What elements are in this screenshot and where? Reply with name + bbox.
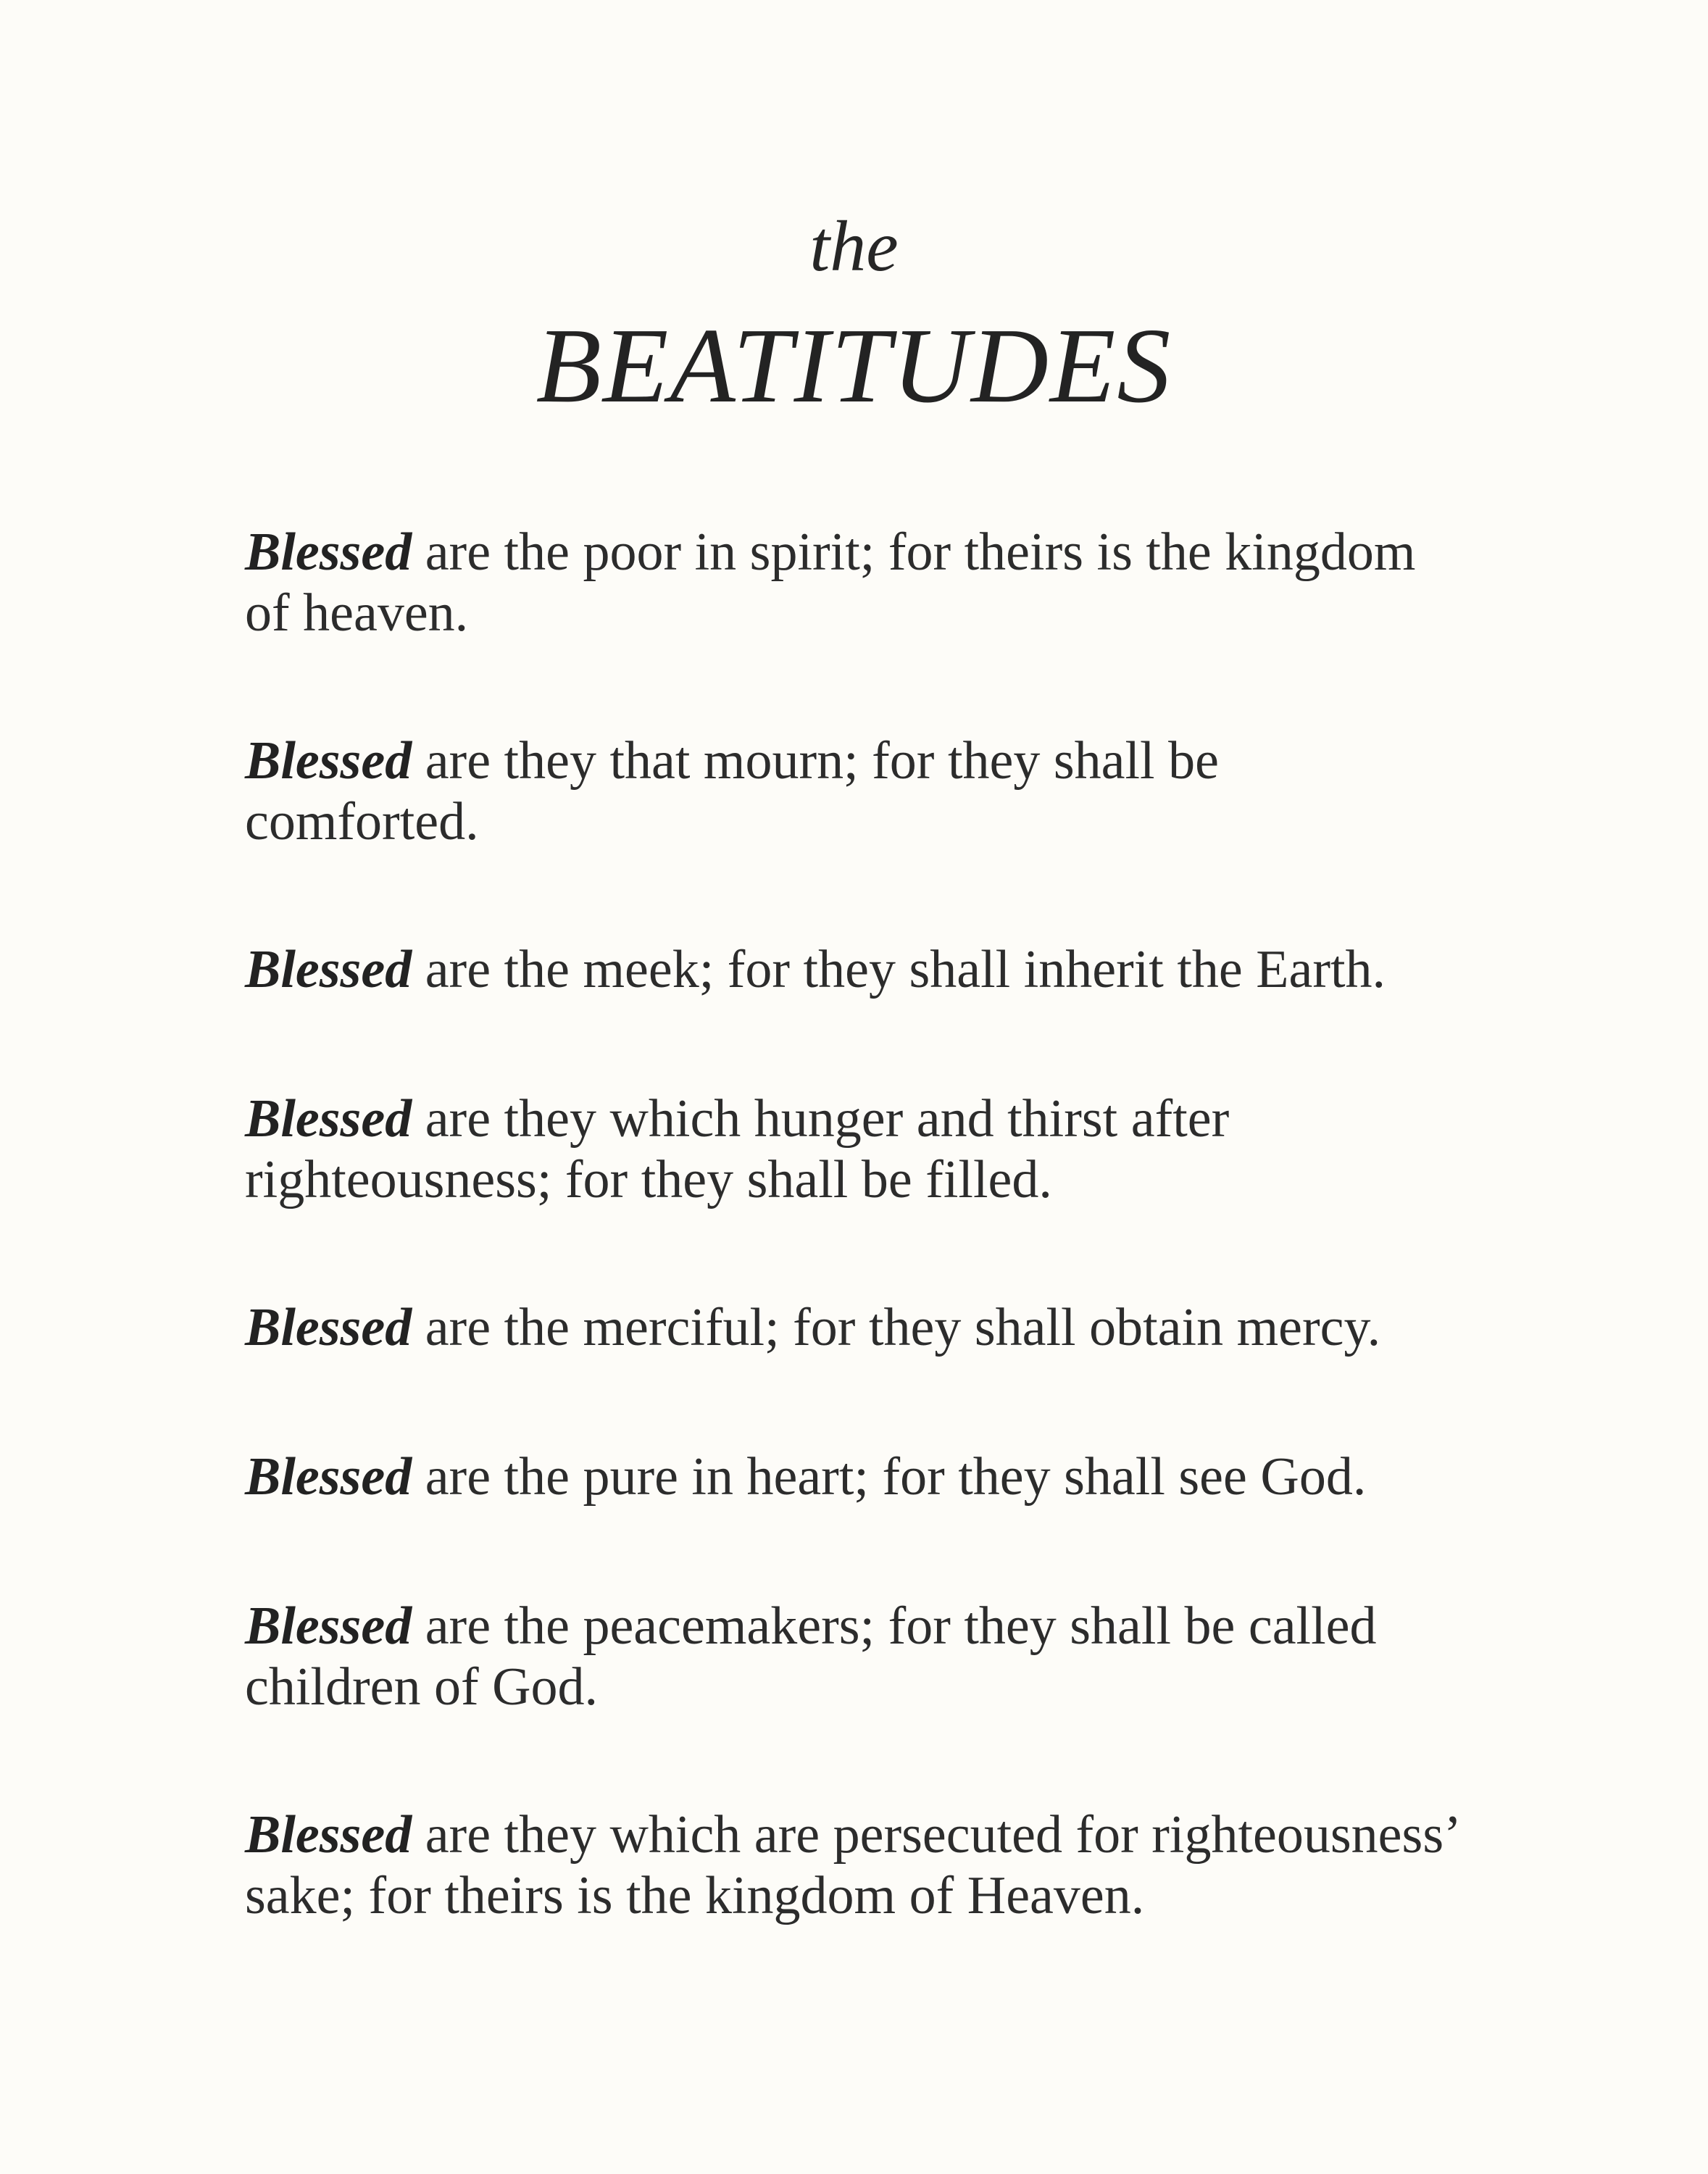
verse-6 [245, 1446, 1462, 1507]
verse-4 [245, 1088, 1462, 1210]
verse-8 [245, 1804, 1462, 1926]
title-prefix: the [809, 206, 899, 286]
verse-lead: Blessed [245, 731, 412, 791]
verse-text: are they which hunger and thirst after righteousness; for they shall be filled. [245, 1089, 1230, 1209]
verse-text: are they that mourn; for they shall be comforted. [245, 731, 1219, 851]
verse-1 [245, 522, 1462, 644]
verse-lead: Blessed [245, 1089, 412, 1149]
verse-text: are the pure in heart; for they shall see God. [412, 1447, 1367, 1507]
verse-lead: Blessed [245, 1447, 412, 1507]
verse-lead: Blessed [245, 522, 412, 582]
verse-text: are they which are persecuted for righteousness’ sake; for theirs is the kingdom of Heaven. [245, 1805, 1458, 1925]
verse-7 [245, 1596, 1462, 1717]
verse-lead: Blessed [245, 1596, 412, 1656]
verse-2 [245, 730, 1462, 852]
page-title: BEATITUDES [536, 307, 1172, 425]
verse-lead: Blessed [245, 1805, 412, 1865]
verse-text: are the poor in spirit; for theirs is the kingdom of heaven. [245, 522, 1416, 643]
verse-text: are the meek; for they shall inherit the Earth. [412, 940, 1386, 999]
verse-3 [245, 939, 1462, 1000]
verse-lead: Blessed [245, 940, 412, 999]
verse-5 [245, 1297, 1462, 1358]
verse-text: are the merciful; for they shall obtain mercy. [412, 1298, 1381, 1357]
verse-lead: Blessed [245, 1298, 412, 1357]
verse-text: are the peacemakers; for they shall be called children of God. [245, 1596, 1377, 1717]
